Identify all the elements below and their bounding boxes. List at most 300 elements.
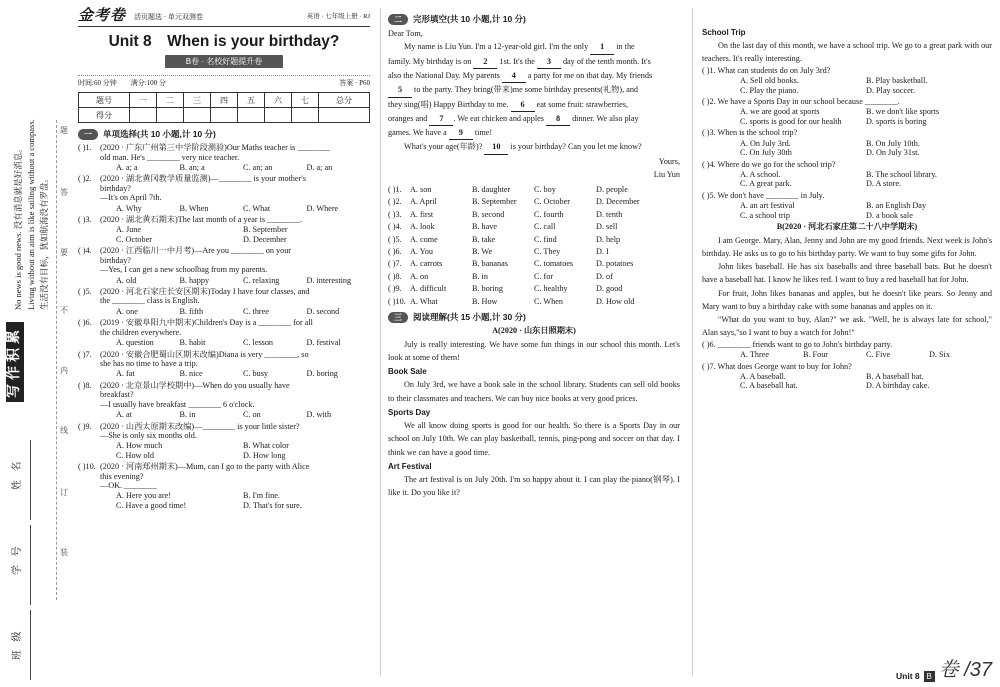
option[interactable]: D. That's for sure.: [243, 500, 302, 510]
name-field-label: 姓 名: [12, 458, 23, 490]
passage-line: family. My birthday is on 2 1st. It's the 3 day of the tenth month. It's: [388, 55, 680, 69]
name-field-line[interactable]: [30, 440, 31, 520]
section-number: 三: [388, 312, 408, 323]
brand-bar: [78, 8, 370, 27]
answer-ref: 答案 · P60: [339, 79, 370, 88]
question-text: she has no time to have a trip.: [100, 358, 198, 368]
option[interactable]: C. On July 30th: [740, 148, 792, 158]
option[interactable]: C. Have a good time!: [116, 500, 187, 510]
book-sale-heading: Book Sale: [388, 367, 427, 377]
question-text: birthday?: [100, 255, 131, 265]
question-stem: [78, 193, 370, 202]
question-stem: ( )2. We have a Sports Day in our school because ________.: [702, 97, 900, 107]
answer-blank[interactable]: ( )6.: [78, 318, 92, 328]
question-item: [78, 143, 370, 172]
option-list: [702, 107, 992, 126]
question-item: [702, 66, 992, 95]
subject-meta: 英语 · 七年级上册 · RJ: [306, 12, 370, 20]
question-stem: [78, 422, 370, 431]
option-list: [702, 139, 992, 158]
cut-mark: 线: [60, 426, 68, 435]
option[interactable]: B. an English Day: [866, 201, 927, 211]
question-stem: [78, 381, 370, 390]
option[interactable]: B. in: [472, 271, 488, 281]
option[interactable]: A. one: [116, 306, 138, 316]
exam-info: [78, 75, 370, 87]
question-stem: [78, 143, 370, 152]
option[interactable]: B. How: [472, 296, 498, 306]
passage-line: also the National Day. My parents 4 a party for me on that day. My friends: [388, 69, 680, 83]
option[interactable]: C. boy: [534, 184, 556, 194]
option[interactable]: C. sports is good for our health: [740, 116, 842, 126]
option[interactable]: A. son: [410, 184, 432, 194]
question-stem: [78, 287, 370, 296]
question-stem: [78, 400, 370, 409]
option[interactable]: A. come: [410, 234, 438, 244]
question-item: [702, 191, 992, 220]
question-text: birthday?: [100, 183, 131, 193]
answer-blank: [78, 153, 100, 162]
option[interactable]: C. October: [116, 234, 152, 244]
question-text: (2020 · 湖北黄冈教学质量监测)—________ is your mother's: [100, 174, 306, 184]
passage-a-intro: July is really interesting. We have some fun things in our school this month. Let's look at some of them!: [388, 339, 680, 362]
option[interactable]: D. December: [596, 197, 640, 207]
option[interactable]: B. bananas: [472, 259, 508, 269]
question-text: (2020 · 广东广州第三中学阶段测验)Our Maths teacher is ________: [100, 143, 331, 153]
option[interactable]: B. Four: [803, 350, 829, 360]
option[interactable]: D. people: [596, 184, 628, 194]
question-text: —Yes, I can get a new schoolbag from my parents.: [100, 265, 268, 275]
class-field-label: 班 级: [12, 628, 23, 660]
option[interactable]: B. I'm fine.: [243, 491, 280, 501]
quote-line: No news is good news. 没有消息就是好消息。: [13, 144, 23, 310]
art-festival-text: The art festival is on July 20th. I'm so happy about it. I can play the piano(钢琴). I like it. Do you like it?: [388, 475, 680, 498]
option[interactable]: B. second: [472, 209, 505, 219]
option[interactable]: D. December: [243, 234, 287, 244]
option[interactable]: D. How long: [243, 450, 286, 460]
cut-mark: 题: [60, 126, 68, 135]
option[interactable]: B. in: [179, 410, 196, 420]
answer-blank: [78, 265, 100, 274]
answer-blank: [78, 256, 100, 265]
option-list: [78, 276, 370, 285]
cloze-blank[interactable]: 7: [429, 112, 453, 126]
question-item: [702, 128, 992, 157]
question-text: the ________ class is English.: [100, 296, 200, 306]
question-item: [78, 287, 370, 316]
question-text: (2019 · 安徽阜阳九中期末)Children's Day is a ________ for all: [100, 318, 313, 328]
cloze-blank[interactable]: 3: [537, 55, 561, 69]
option[interactable]: A. old: [116, 275, 137, 285]
cut-mark: 订: [60, 488, 68, 497]
cut-mark: 内: [60, 366, 68, 375]
question-item: [78, 381, 370, 420]
answer-blank[interactable]: ( )6.: [388, 247, 402, 257]
question-text: —It's on April 7th.: [100, 193, 162, 203]
passage-line: 5 to the party. They bring(带来)me some birthday presents(礼物), and: [388, 83, 680, 97]
letter-sign: Yours, Liu Yun: [653, 156, 680, 179]
answer-blank[interactable]: ( )4.: [388, 222, 402, 232]
question-text: this evening?: [100, 471, 144, 481]
section-3-header: [388, 312, 680, 323]
option[interactable]: D. Where: [306, 203, 339, 213]
question-item: [78, 350, 370, 379]
question-text: (2020 · 湖北黄石期末)The last month of a year is ________.: [100, 215, 302, 225]
option[interactable]: A. A baseball.: [740, 372, 786, 382]
option-list: [78, 410, 370, 419]
answer-blank[interactable]: ( )9.: [78, 421, 92, 431]
option[interactable]: C. When: [534, 296, 563, 306]
question-stem: ( )5. We don't have ________ in July.: [702, 190, 825, 200]
question-item: [78, 318, 370, 347]
cloze-option-row: [388, 259, 680, 268]
option[interactable]: B. September: [243, 225, 288, 235]
option[interactable]: A. April: [410, 197, 437, 207]
question-text: breakfast?: [100, 390, 134, 400]
option[interactable]: B. habit: [179, 338, 206, 348]
sports-day-text: We all know doing sports is good for our health. So there is a Sports Day in our school on July 10th. We can play basketball, tennis, ping-pong and soccer on that day. I think we can have a good time.: [388, 421, 680, 457]
option[interactable]: D. On July 31st.: [866, 148, 920, 158]
option[interactable]: A. on: [410, 271, 429, 281]
question-text: —She is only six months old.: [100, 430, 197, 440]
score-table-row: 得分: [79, 108, 370, 123]
answer-blank: [78, 431, 100, 440]
option[interactable]: B. A baseball bat.: [866, 372, 924, 382]
question-text: —I usually have breakfast ________ 6 o'clock.: [100, 399, 255, 409]
option[interactable]: A. Why: [116, 203, 142, 213]
option[interactable]: B. take: [472, 234, 496, 244]
option[interactable]: D. A birthday cake.: [866, 381, 930, 391]
page-number: 卷 /37: [938, 659, 992, 681]
question-text: —OK. ________: [100, 481, 157, 491]
option[interactable]: C. What: [243, 203, 271, 213]
option[interactable]: A. You: [410, 247, 433, 257]
option[interactable]: D. with: [306, 410, 332, 420]
section-1-questions: [78, 143, 370, 510]
cut-mark: 不: [60, 306, 68, 315]
passage-b-p4: "What do you want to buy, Alan?" we ask. "Well, he is always late for school," Alan says,"so I want to buy a watch for John!": [702, 315, 992, 338]
passage-line: What's your age(年龄)? 10 is your birthday? Can you let me know?: [388, 140, 680, 154]
passage-line: they sing(唱) Happy Birthday to me. 6 eat some fruit: strawberries,: [388, 98, 680, 112]
quote-line: 生活没有目标，犹如航海没有罗盘。: [39, 173, 49, 310]
cloze-option-row: [388, 272, 680, 281]
option[interactable]: B. Play basketball.: [866, 76, 928, 86]
answer-blank[interactable]: ( )10.: [388, 296, 406, 306]
option-list: [702, 76, 992, 95]
section-number: 二: [388, 14, 408, 25]
answer-blank[interactable]: ( )3.: [78, 215, 92, 225]
score-table-header: 题号 一 二 三 四 五 六 七 总分: [79, 93, 370, 108]
option[interactable]: B. daughter: [472, 184, 511, 194]
section-title: 阅读理解(共 15 小题,计 30 分): [413, 311, 526, 322]
option[interactable]: A. at: [116, 410, 132, 420]
option[interactable]: D. of: [596, 271, 613, 281]
question-stem: [78, 350, 370, 359]
option[interactable]: A. look: [410, 222, 435, 232]
quote-line: Living without an aim is like sailing without a compass.: [26, 119, 36, 310]
question-stem: [78, 462, 370, 471]
option[interactable]: D. festival: [306, 338, 341, 348]
option[interactable]: B. On July 10th.: [866, 138, 920, 148]
cloze-blank[interactable]: 4: [502, 69, 526, 83]
answer-blank[interactable]: ( )1.: [388, 184, 402, 194]
option[interactable]: C. an; an: [243, 162, 273, 172]
question-stem: [78, 472, 370, 481]
option[interactable]: C. How old: [116, 450, 154, 460]
question-stem: ( )1. What can students do on July 3rd?: [702, 65, 831, 75]
answer-blank[interactable]: ( )5.: [78, 287, 92, 297]
option[interactable]: A. first: [410, 209, 434, 219]
option-list: [702, 372, 992, 391]
question-text: (2020 · 河北石家庄长安区期末)Today I have four classes, and: [100, 287, 310, 297]
cloze-blank[interactable]: 10: [484, 140, 508, 154]
option[interactable]: A. How much: [116, 441, 163, 451]
option[interactable]: A. fat: [116, 369, 135, 379]
option[interactable]: B. an; a: [179, 162, 205, 172]
cloze-blank[interactable]: 6: [511, 98, 535, 112]
page-footer: [896, 659, 992, 682]
cloze-option-row: [388, 284, 680, 293]
question-stem: [78, 153, 370, 162]
column-1: [78, 8, 370, 512]
option[interactable]: A. What: [410, 296, 438, 306]
option[interactable]: D. tenth: [596, 209, 623, 219]
option[interactable]: D. a; an: [306, 162, 333, 172]
cloze-blank[interactable]: 8: [546, 112, 570, 126]
question-stem: [78, 174, 370, 183]
option[interactable]: A. Three: [740, 350, 769, 360]
cloze-blank[interactable]: 5: [388, 83, 412, 97]
column-divider: [380, 8, 381, 676]
cloze-blank[interactable]: 2: [473, 55, 497, 69]
option[interactable]: A. Sell old books.: [740, 76, 799, 86]
brand-tagline: 活页题选 · 单元双测卷: [134, 12, 203, 21]
option[interactable]: D. potatoes: [596, 259, 634, 269]
option[interactable]: C. They: [534, 247, 561, 257]
option[interactable]: B. nice: [179, 369, 203, 379]
answer-blank[interactable]: ( )3.: [388, 209, 402, 219]
option[interactable]: C. busy: [243, 369, 269, 379]
answer-blank[interactable]: ( )7.: [78, 349, 92, 359]
option[interactable]: D. Six: [929, 350, 950, 360]
option[interactable]: C. Five: [866, 350, 891, 360]
column-3: [702, 14, 992, 393]
section-2-header: [388, 14, 680, 25]
question-item: [78, 462, 370, 510]
question-text: the children everywhere.: [100, 327, 182, 337]
answer-blank[interactable]: ( )10.: [78, 462, 96, 472]
option[interactable]: D. sports is boring: [866, 116, 927, 126]
option[interactable]: B. have: [472, 222, 498, 232]
question-text: (2020 · 北京景山学校期中)—When do you usually have: [100, 380, 290, 390]
option[interactable]: D. a book sale: [866, 210, 913, 220]
answer-blank[interactable]: ( )8.: [388, 271, 402, 281]
option[interactable]: D. second: [306, 306, 340, 316]
option[interactable]: C. a school trip: [740, 210, 791, 220]
cloze-option-row: [388, 222, 680, 231]
cut-line: [56, 120, 57, 600]
footer-b-badge: B: [924, 671, 935, 682]
passage-line: My name is Liu Yun. I'm a 12-year-old girl. I'm the only 1 in the: [388, 40, 680, 54]
answer-blank: [78, 193, 100, 202]
question-stem: [78, 318, 370, 327]
answer-blank[interactable]: ( )9.: [388, 284, 402, 294]
column-divider: [692, 8, 693, 676]
option[interactable]: C. A great park.: [740, 179, 792, 189]
option[interactable]: C. fourth: [534, 209, 564, 219]
cloze-options: [388, 185, 680, 306]
question-stem: ( )7. What does George want to buy for John?: [702, 361, 852, 371]
option[interactable]: C. three: [243, 306, 269, 316]
option[interactable]: B. What color: [243, 441, 290, 451]
passage-b-p1: I am George. Mary, Alan, Jenny and John are my good friends. Next week is John's birthday. He asks us to go to his birthday party. We want to buy some gifts for John.: [702, 235, 992, 258]
time-info: 时间:60 分钟 满分:100 分: [78, 79, 166, 88]
page-title: Unit 8 When is your birthday?: [108, 33, 340, 51]
option[interactable]: C. healthy: [534, 284, 568, 294]
option[interactable]: B. When: [179, 203, 209, 213]
option[interactable]: A. question: [116, 338, 154, 348]
option[interactable]: D. How old: [596, 296, 635, 306]
question-text: (2020 · 江西临川一中月考)—Are you ________ on your: [100, 246, 292, 256]
passage-line: games. We have a 9 time!: [388, 126, 680, 140]
option[interactable]: C. Play the piano.: [740, 85, 799, 95]
question-stem: [78, 359, 370, 368]
question-text: (2020 · 河南郑州期末)—Mum, can I go to the party with Alice: [100, 462, 310, 472]
option[interactable]: B. fifth: [179, 306, 204, 316]
question-stem: [78, 184, 370, 193]
passage-line: oranges and 7 . We eat chicken and apples 8 dinner. We also play: [388, 112, 680, 126]
option[interactable]: C. lesson: [243, 338, 274, 348]
option[interactable]: D. boring: [306, 369, 338, 379]
option-list: [78, 491, 370, 510]
option[interactable]: D. A store.: [866, 179, 902, 189]
cut-mark: 要: [60, 248, 68, 257]
answer-blank[interactable]: ( )2.: [388, 197, 402, 207]
option[interactable]: A. an art festival: [740, 201, 795, 211]
passage-b-title: B(2020 · 河北石家庄第二十八中学期末): [776, 222, 918, 232]
option[interactable]: A. difficult: [410, 284, 447, 294]
answer-blank[interactable]: ( )8.: [78, 380, 92, 390]
option[interactable]: D. Play soccer.: [866, 85, 916, 95]
answer-blank: [78, 472, 100, 481]
id-field-line[interactable]: [30, 525, 31, 605]
option[interactable]: C. call: [534, 222, 556, 232]
cloze-blank[interactable]: 1: [590, 40, 614, 54]
option[interactable]: D. I: [596, 247, 609, 257]
answer-blank[interactable]: ( )1.: [78, 143, 92, 153]
passage-b-p3: For fruit, John likes bananas and apples, but he doesn't like pears. So Jenny and Mary want to buy a birthday cake with some bananas and apples on it.: [702, 288, 992, 311]
option[interactable]: B. we don't like sports: [866, 107, 940, 117]
option[interactable]: A. carrots: [410, 259, 443, 269]
question-stem: [78, 215, 370, 224]
answer-blank: [78, 390, 100, 399]
option-list: [78, 163, 370, 172]
answer-blank[interactable]: ( )5.: [388, 234, 402, 244]
option[interactable]: B. happy: [179, 275, 210, 285]
option-list: [702, 170, 992, 189]
option[interactable]: C. October: [534, 197, 570, 207]
option[interactable]: A. a; a: [116, 162, 138, 172]
answer-blank[interactable]: ( )7.: [388, 259, 402, 269]
score-table: [78, 92, 370, 123]
cloze-blank[interactable]: 9: [449, 126, 473, 140]
option[interactable]: B. September: [472, 197, 517, 207]
option[interactable]: A. On July 3rd.: [740, 138, 791, 148]
answer-blank[interactable]: ( )4.: [78, 246, 92, 256]
question-item: [702, 362, 992, 391]
answer-blank[interactable]: ( )2.: [78, 174, 92, 184]
question-item: [78, 174, 370, 213]
answer-blank: [78, 184, 100, 193]
option-list: [78, 441, 370, 460]
question-stem: ( )4. Where do we go for the school trip?: [702, 159, 836, 169]
class-field-line[interactable]: [30, 610, 31, 680]
question-item: [78, 422, 370, 461]
section-number: 一: [78, 129, 98, 140]
cut-mark: 答: [60, 188, 68, 197]
option-list: [78, 338, 370, 347]
question-item: [78, 215, 370, 244]
option-list: [78, 225, 370, 244]
passage-b-questions: [702, 340, 992, 391]
cloze-passage: [388, 40, 680, 154]
cloze-option-row: [388, 297, 680, 306]
option[interactable]: C. for: [534, 271, 554, 281]
option[interactable]: A. Here you are!: [116, 491, 172, 501]
option-list: [702, 201, 992, 220]
option[interactable]: C. find: [534, 234, 557, 244]
option[interactable]: B. The school library.: [866, 169, 937, 179]
option-list: [78, 369, 370, 378]
cloze-option-row: [388, 210, 680, 219]
option[interactable]: C. on: [243, 410, 261, 420]
section-title: 完形填空(共 10 小题,计 10 分): [413, 13, 526, 24]
answer-blank: [78, 400, 100, 409]
option[interactable]: D. sell: [596, 222, 618, 232]
option[interactable]: A. we are good at sports: [740, 107, 820, 117]
question-text: (2020 · 安徽合肥蜀山区期末改编)Diana is very ________, so: [100, 349, 309, 359]
option[interactable]: D. help: [596, 234, 621, 244]
passage-a-questions: [702, 66, 992, 220]
question-stem: [78, 256, 370, 265]
option[interactable]: D. good: [596, 284, 623, 294]
option[interactable]: C. relaxing: [243, 275, 280, 285]
cut-mark: 装: [60, 548, 68, 557]
option[interactable]: C. tomatoes: [534, 259, 574, 269]
answer-blank: [78, 328, 100, 337]
question-stem: ( )6. ________ friends want to go to John's birthday party.: [702, 339, 893, 349]
cloze-option-row: [388, 197, 680, 206]
answer-blank: [78, 296, 100, 305]
binding-strip: [0, 0, 68, 687]
question-stem: [78, 246, 370, 255]
option-list: [78, 204, 370, 213]
option[interactable]: C. A baseball hat.: [740, 381, 798, 391]
option[interactable]: B. We: [472, 247, 493, 257]
option-list: [702, 350, 992, 359]
question-text: (2020 · 山西太原期末改编)—________ is your little sister?: [100, 421, 300, 431]
option[interactable]: A. A school.: [740, 169, 781, 179]
passage-a-title: A(2020 · 山东日照期末): [492, 326, 576, 336]
option[interactable]: B. boring: [472, 284, 503, 294]
school-trip-heading: School Trip: [702, 28, 746, 37]
option[interactable]: A. June: [116, 225, 142, 235]
section-1-header: [78, 129, 370, 140]
option[interactable]: D. interesting: [306, 275, 352, 285]
question-stem: [78, 296, 370, 305]
sports-day-heading: Sports Day: [388, 407, 431, 417]
badge: 写作积累: [6, 322, 24, 402]
